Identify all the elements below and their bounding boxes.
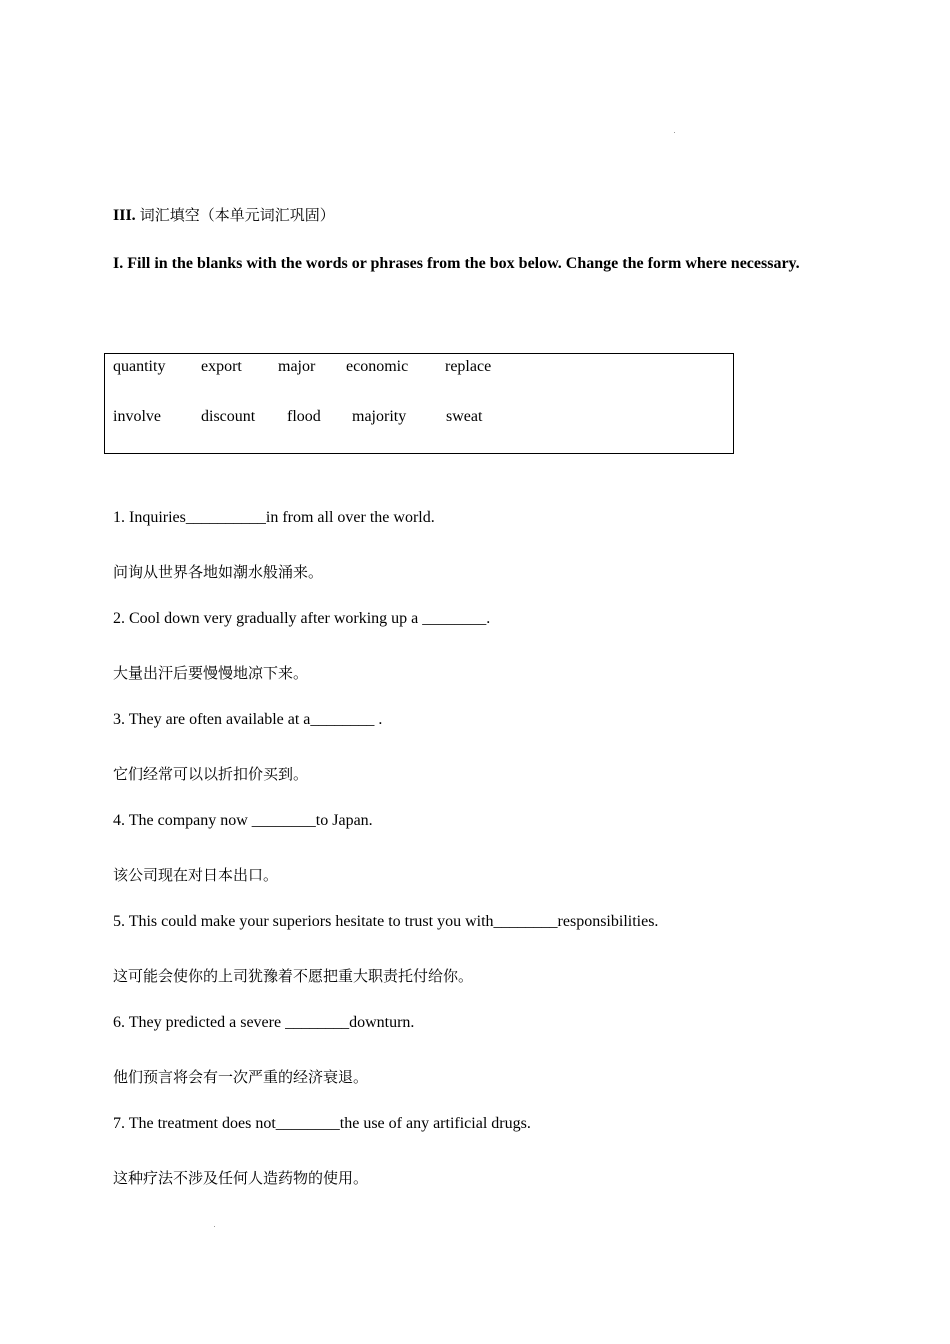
word-bank-item: quantity — [113, 358, 166, 375]
word-bank-item: sweat — [446, 408, 483, 425]
question-5-translation: 这可能会使你的上司犹豫着不愿把重大职责托付给你。 — [113, 967, 474, 985]
question-6-translation: 他们预言将会有一次严重的经济衰退。 — [113, 1068, 369, 1086]
question-6: 6. They predicted a severe ________downturn. — [113, 1014, 415, 1031]
word-bank-item: replace — [445, 358, 492, 375]
word-bank-item: flood — [287, 408, 321, 425]
word-bank-box — [104, 353, 734, 454]
word-bank-item: involve — [113, 408, 161, 425]
section-title: 词汇填空（本单元词汇巩固） — [139, 206, 335, 224]
question-3-translation: 它们经常可以以折扣价买到。 — [113, 765, 309, 783]
question-7-translation: 这种疗法不涉及任何人造药物的使用。 — [113, 1169, 369, 1187]
word-bank-item: major — [278, 358, 316, 375]
question-3: 3. They are often available at a________ . — [113, 711, 383, 728]
question-2: 2. Cool down very gradually after working up a ________. — [113, 610, 491, 627]
word-bank-item: economic — [346, 358, 409, 375]
question-1: 1. Inquiries__________in from all over the world. — [113, 509, 435, 526]
question-4-translation: 该公司现在对日本出口。 — [113, 866, 279, 884]
question-5: 5. This could make your superiors hesitate to trust you with________responsibilities. — [113, 913, 659, 930]
question-4: 4. The company now ________to Japan. — [113, 812, 373, 829]
section-heading — [113, 204, 335, 225]
word-bank-item: discount — [201, 408, 256, 425]
page-speck — [214, 1226, 215, 1227]
instruction-text: I. Fill in the blanks with the words or phrases from the box below. Change the form where necessary. — [113, 255, 800, 272]
section-label: III. — [113, 207, 136, 224]
question-1-translation: 问询从世界各地如潮水般涌来。 — [113, 563, 324, 581]
word-bank-item: export — [201, 358, 242, 375]
page-speck — [674, 132, 675, 133]
word-bank-item: majority — [352, 408, 407, 425]
question-2-translation: 大量出汗后要慢慢地凉下来。 — [113, 664, 309, 682]
question-7: 7. The treatment does not________the use of any artificial drugs. — [113, 1115, 531, 1132]
